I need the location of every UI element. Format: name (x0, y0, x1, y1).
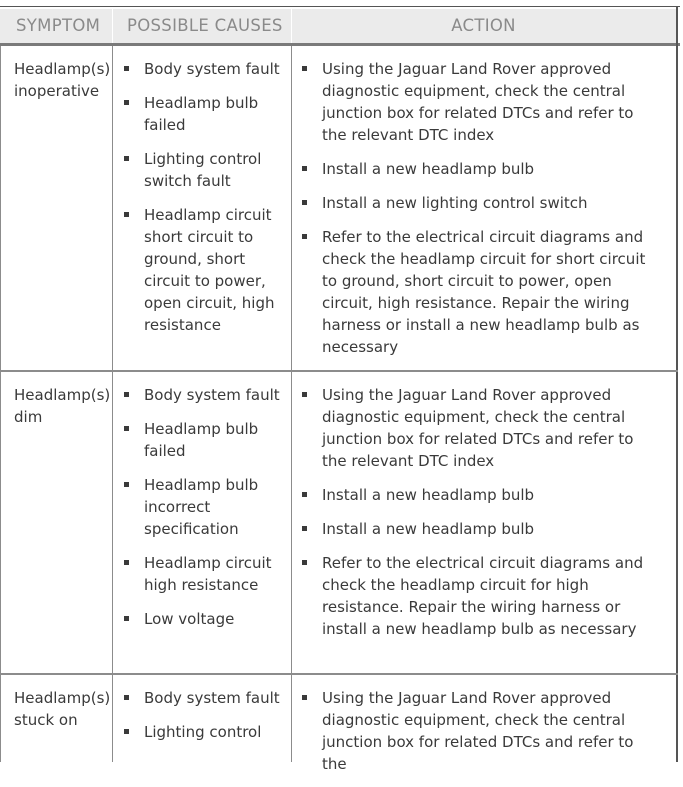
bullet-icon (302, 166, 307, 171)
bullet-icon (302, 66, 307, 71)
bullet-icon (302, 695, 307, 700)
list-item: Install a new headlamp bulb (302, 158, 662, 180)
list-item: Lighting control switch fault (124, 148, 284, 192)
column-border-right (676, 6, 678, 762)
list-item: Headlamp bulb failed (124, 418, 284, 462)
bullet-icon (124, 66, 129, 71)
symptom-cell: Headlamp(s) dim (14, 386, 111, 426)
list-item: Install a new headlamp bulb (302, 484, 662, 506)
bullet-icon (124, 392, 129, 397)
table-row (0, 675, 676, 773)
bullet-icon (124, 426, 129, 431)
list-item: Refer to the electrical circuit diagrams and check the headlamp circuit for short circuit to ground, short circuit to power, open circuit, high resistance. Repair the wiring harness or install a new headlamp bulb as necessary (302, 226, 662, 358)
list-item: Headlamp circuit high resistance (124, 552, 284, 596)
header-symptom: SYMPTOM (0, 9, 112, 43)
bullet-icon (124, 729, 129, 734)
table-row (0, 46, 676, 370)
list-item: Headlamp bulb incorrect specification (124, 474, 284, 540)
header-separator (291, 9, 292, 43)
list-item: Headlamp bulb failed (124, 92, 284, 136)
causes-list (124, 58, 284, 348)
causes-list (124, 687, 284, 755)
list-item: Install a new headlamp bulb (302, 518, 662, 540)
bullet-icon (124, 482, 129, 487)
bullet-icon (302, 234, 307, 239)
table-top-border (0, 6, 680, 7)
header-possible-causes: POSSIBLE CAUSES (112, 9, 291, 43)
symptom-cell: Headlamp(s) stuck on (14, 689, 111, 729)
bullet-icon (302, 526, 307, 531)
header-separator (112, 9, 113, 43)
list-item: Headlamp circuit short circuit to ground, short circuit to power, open circuit, high resistance (124, 204, 284, 336)
header-action: ACTION (291, 9, 676, 43)
list-item: Low voltage (124, 608, 284, 630)
list-item: Body system fault (124, 687, 284, 709)
list-item: Lighting control (124, 721, 284, 743)
bullet-icon (302, 392, 307, 397)
bullet-icon (124, 616, 129, 621)
list-item: Body system fault (124, 384, 284, 406)
bullet-icon (124, 560, 129, 565)
actions-list (302, 384, 662, 652)
actions-list (302, 687, 662, 787)
bullet-icon (124, 695, 129, 700)
bullet-icon (124, 156, 129, 161)
table-row (0, 372, 676, 673)
list-item: Using the Jaguar Land Rover approved diagnostic equipment, check the central junction box for related DTCs and refer to the relevant DTC index (302, 384, 662, 472)
bullet-icon (302, 492, 307, 497)
bullet-icon (302, 560, 307, 565)
bullet-icon (302, 200, 307, 205)
list-item: Body system fault (124, 58, 284, 80)
list-item: Using the Jaguar Land Rover approved diagnostic equipment, check the central junction box for related DTCs and refer to the relevant DTC index (302, 58, 662, 146)
actions-list (302, 58, 662, 370)
symptom-cell: Headlamp(s) inoperative (14, 60, 111, 100)
list-item: Using the Jaguar Land Rover approved diagnostic equipment, check the central junction box for related DTCs and refer to the (302, 687, 662, 775)
bullet-icon (124, 100, 129, 105)
causes-list (124, 384, 284, 642)
list-item: Refer to the electrical circuit diagrams and check the headlamp circuit for high resistance. Repair the wiring harness or install a new headlamp bulb as necessary (302, 552, 662, 640)
list-item: Install a new lighting control switch (302, 192, 662, 214)
bullet-icon (124, 212, 129, 217)
